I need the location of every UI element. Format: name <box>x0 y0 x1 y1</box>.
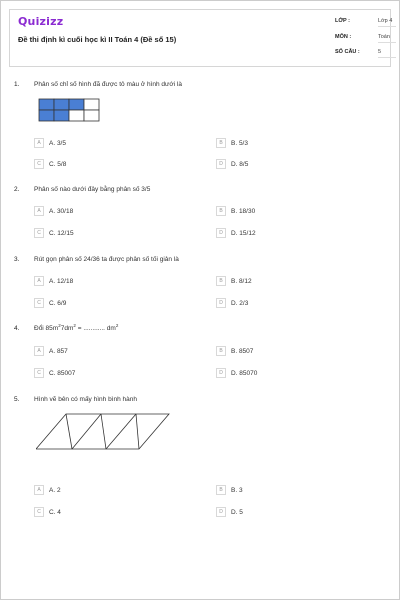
option-text: D. 15/12 <box>231 229 256 237</box>
parallelogram-figure <box>36 411 176 453</box>
question-2-option-c[interactable] <box>34 228 74 238</box>
option-letter-box: B <box>216 138 226 148</box>
question-5-option-d[interactable] <box>216 507 243 517</box>
subject-label: MÔN : <box>335 34 352 40</box>
question-1-number: 1. <box>14 81 20 88</box>
question-4-option-a[interactable] <box>34 346 68 356</box>
shaded-cell <box>69 99 84 110</box>
question-2-option-d[interactable] <box>216 228 256 238</box>
outer-parallelogram <box>36 414 169 449</box>
option-text: C. 6/9 <box>49 299 67 307</box>
option-letter-box: B <box>216 346 226 356</box>
shaded-cell <box>54 110 69 121</box>
subject-value: Toán <box>378 34 396 43</box>
question-5-option-a[interactable] <box>34 485 61 495</box>
question-count-label: SỐ CÂU : <box>335 49 360 55</box>
superscript: 2 <box>73 323 76 328</box>
shaded-cell <box>54 99 69 110</box>
option-letter-box: C <box>34 228 44 238</box>
option-letter-box: A <box>34 346 44 356</box>
option-letter-box: D <box>216 228 226 238</box>
question-3-option-d[interactable] <box>216 298 248 308</box>
question-4-option-c[interactable] <box>34 368 75 378</box>
question-count-value: 5 <box>378 49 396 58</box>
empty-cell <box>84 110 99 121</box>
option-text: D. 5 <box>231 508 243 516</box>
question-3-option-a[interactable] <box>34 276 73 286</box>
empty-cell <box>69 110 84 121</box>
option-text: D. 8/5 <box>231 160 249 168</box>
option-letter-box: C <box>34 368 44 378</box>
question-1-text: Phân số chỉ số hình đã được tô màu ở hình dưới là <box>34 81 182 88</box>
question-3-text: Rút gọn phân số 24/36 ta được phân số tối giản là <box>34 256 179 263</box>
question-2-number: 2. <box>14 186 20 193</box>
option-letter-box: D <box>216 368 226 378</box>
option-letter-box: C <box>34 507 44 517</box>
option-text: A. 857 <box>49 347 68 355</box>
superscript: 2 <box>115 323 119 328</box>
question-5-text: Hình vẽ bên có mấy hình bình hành <box>34 396 137 403</box>
question-5-option-b[interactable] <box>216 485 243 495</box>
option-text: D. 2/3 <box>231 299 249 307</box>
option-text: C. 12/15 <box>49 229 74 237</box>
shaded-cell <box>39 110 54 121</box>
option-text: B. 3 <box>231 486 243 494</box>
question-4-text-post: = ............ dm <box>75 325 116 333</box>
question-5-number: 5. <box>14 396 20 403</box>
option-letter-box: D <box>216 159 226 169</box>
option-letter-box: B <box>216 276 226 286</box>
worksheet-title: Đề thi định kì cuối học kì II Toán 4 (Đề số 15) <box>18 35 177 44</box>
option-text: B. 5/3 <box>231 139 248 147</box>
question-4-number: 4. <box>14 325 20 332</box>
option-text: A. 30/18 <box>49 207 74 215</box>
class-value: Lớp 4 <box>378 18 396 27</box>
option-text: A. 3/5 <box>49 139 66 147</box>
superscript: 2 <box>58 323 61 328</box>
option-letter-box: B <box>216 206 226 216</box>
option-text: C. 5/8 <box>49 160 67 168</box>
option-text: B. 18/30 <box>231 207 256 215</box>
question-1-option-c[interactable] <box>34 159 66 169</box>
diagonal-line <box>106 414 136 449</box>
fraction-grid-figure <box>38 98 100 122</box>
option-letter-box: A <box>34 276 44 286</box>
diagonal-line <box>136 414 139 449</box>
diagonal-line <box>72 414 101 449</box>
question-1-option-d[interactable] <box>216 159 248 169</box>
question-4-text <box>34 323 118 332</box>
question-2-text: Phân số nào dưới đây bằng phân số 3/5 <box>34 186 151 193</box>
question-4-text-pre: Đổi 85m <box>34 325 59 333</box>
option-text: C. 85007 <box>49 369 76 377</box>
option-letter-box: C <box>34 298 44 308</box>
option-text: C. 4 <box>49 508 61 516</box>
shaded-cell <box>39 99 54 110</box>
option-letter-box: A <box>34 138 44 148</box>
option-letter-box: A <box>34 206 44 216</box>
option-text: A. 2 <box>49 486 61 494</box>
question-3-option-c[interactable] <box>34 298 66 308</box>
option-letter-box: B <box>216 485 226 495</box>
question-5-option-c[interactable] <box>34 507 61 517</box>
option-letter-box: C <box>34 159 44 169</box>
diagonal-line <box>101 414 106 449</box>
option-text: D. 85070 <box>231 369 258 377</box>
empty-cell <box>84 99 99 110</box>
class-label: LỚP : <box>335 18 350 24</box>
question-4-option-b[interactable] <box>216 346 253 356</box>
question-4-option-d[interactable] <box>216 368 257 378</box>
worksheet-header <box>9 9 391 67</box>
option-text: B. 8/12 <box>231 277 252 285</box>
option-text: A. 12/18 <box>49 277 74 285</box>
quizizz-logo: Quizizz <box>18 15 64 28</box>
diagonal-line <box>66 414 72 449</box>
question-1-option-b[interactable] <box>216 138 248 148</box>
question-3-number: 3. <box>14 256 20 263</box>
question-2-option-a[interactable] <box>34 206 73 216</box>
question-3-option-b[interactable] <box>216 276 252 286</box>
question-1-option-a[interactable] <box>34 138 66 148</box>
option-letter-box: D <box>216 507 226 517</box>
question-4-text-mid: 7dm <box>60 325 74 333</box>
question-2-option-b[interactable] <box>216 206 255 216</box>
option-text: B. 8507 <box>231 347 254 355</box>
option-letter-box: D <box>216 298 226 308</box>
option-letter-box: A <box>34 485 44 495</box>
